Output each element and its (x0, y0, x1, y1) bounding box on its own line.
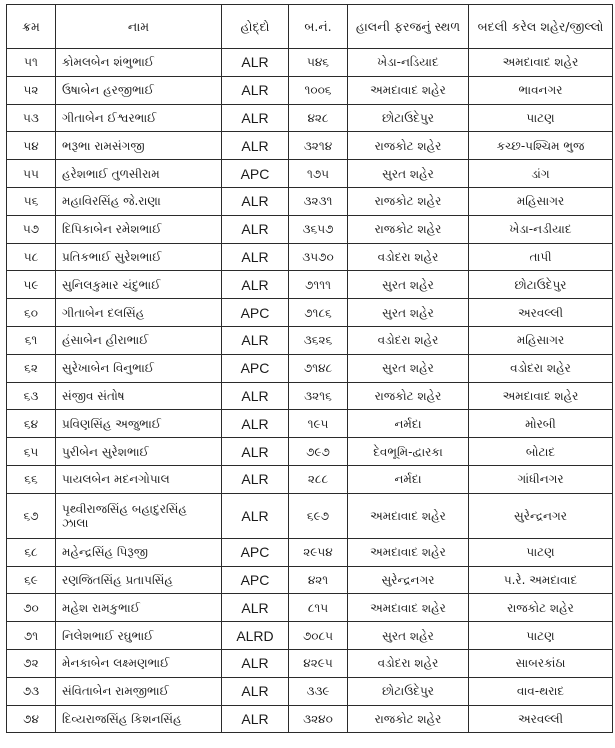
transfer-to-cell: તાપી (469, 243, 613, 271)
post-cell: APC (222, 538, 289, 566)
serial-no-cell: ૬૯ (7, 566, 56, 594)
name-cell: મહાવિરસિંહ જે.રાણા (56, 187, 222, 215)
serial-no-cell: ૬૨ (7, 354, 56, 382)
post-cell: ALR (222, 49, 289, 77)
current-place-cell: રાજકોટ શહેર (348, 215, 469, 243)
transfer-to-cell: પ.રે. અમદાવાદ (469, 566, 613, 594)
serial-no-cell: ૫૫ (7, 160, 56, 188)
table-row (7, 594, 613, 622)
buckle-no-cell: ૭૦૮૫ (289, 622, 348, 650)
post-cell: ALR (222, 326, 289, 354)
serial-no-cell: ૫૧ (7, 49, 56, 77)
header-transfer-to: બદલી કરેલ શહેર/જીલ્લો (469, 5, 613, 49)
post-cell: ALR (222, 438, 289, 466)
transfer-to-cell: અમદાવાદ શહેર (469, 49, 613, 77)
name-cell: સંજીવ સંતોષ (56, 382, 222, 410)
post-cell: ALR (222, 215, 289, 243)
transfer-to-cell: ખેડા-નડીયાદ (469, 215, 613, 243)
transfer-to-cell: રાજકોટ શહેર (469, 594, 613, 622)
serial-no-cell: ૫૪ (7, 132, 56, 160)
buckle-no-cell: ૭૧૮૬ (289, 299, 348, 327)
table-row (7, 382, 613, 410)
serial-no-cell: ૭૨ (7, 649, 56, 677)
name-cell: મેનકાબેન લક્ષ્મણભાઈ (56, 649, 222, 677)
name-cell: સંવિતાબેન રામજીભાઈ (56, 677, 222, 705)
serial-no-cell: ૫૬ (7, 187, 56, 215)
serial-no-cell: ૬૧ (7, 326, 56, 354)
current-place-cell: રાજકોટ શહેર (348, 132, 469, 160)
transfer-to-cell: બોટાદ (469, 438, 613, 466)
transfer-to-cell: છોટાઉદેપુર (469, 271, 613, 299)
transfer-to-cell: ડાંગ (469, 160, 613, 188)
transfer-to-cell: પાટણ (469, 538, 613, 566)
serial-no-cell: ૭૦ (7, 594, 56, 622)
current-place-cell: અમદાવાદ શહેર (348, 538, 469, 566)
current-place-cell: અમદાવાદ શહેર (348, 76, 469, 104)
current-place-cell: અમદાવાદ શહેર (348, 493, 469, 538)
table-row (7, 160, 613, 188)
current-place-cell: નર્મદા (348, 465, 469, 493)
name-cell: મહેશ રામકુભાઈ (56, 594, 222, 622)
table-row (7, 438, 613, 466)
header-post: હોદ્દો (222, 5, 289, 49)
buckle-no-cell: ૩૨૪૦ (289, 705, 348, 733)
table-row (7, 493, 613, 538)
post-cell: APC (222, 299, 289, 327)
buckle-no-cell: ૭૧૪૮ (289, 354, 348, 382)
current-place-cell: સુરત શહેર (348, 271, 469, 299)
post-cell: ALR (222, 705, 289, 733)
transfer-to-cell: સુરેન્દ્રનગર (469, 493, 613, 538)
buckle-no-cell: ૩૨૧૪ (289, 132, 348, 160)
table-row (7, 299, 613, 327)
post-cell: ALR (222, 410, 289, 438)
name-cell: પુરીબેન સુરેશભાઈ (56, 438, 222, 466)
serial-no-cell: ૬૭ (7, 493, 56, 538)
current-place-cell: દેવભૂમિ-દ્વારકા (348, 438, 469, 466)
serial-no-cell: ૫૨ (7, 76, 56, 104)
transfer-to-cell: પાટણ (469, 104, 613, 132)
name-cell: ઉષાબેન હરજીભાઈ (56, 76, 222, 104)
buckle-no-cell: ૮૧૫ (289, 594, 348, 622)
current-place-cell: નર્મદા (348, 410, 469, 438)
post-cell: ALR (222, 493, 289, 538)
table-header (7, 5, 613, 49)
buckle-no-cell: ૨૮૮ (289, 465, 348, 493)
transfer-to-cell: મહિસાગર (469, 187, 613, 215)
table-row (7, 566, 613, 594)
buckle-no-cell: ૨૯૫૪ (289, 538, 348, 566)
post-cell: ALR (222, 187, 289, 215)
current-place-cell: સુરત શહેર (348, 299, 469, 327)
post-cell: ALR (222, 382, 289, 410)
name-cell: દિવ્યરાજસિંહ કિશનસિંહ (56, 705, 222, 733)
current-place-cell: રાજકોટ શહેર (348, 187, 469, 215)
post-cell: ALR (222, 271, 289, 299)
buckle-no-cell: ૭૯૭ (289, 438, 348, 466)
table-row (7, 49, 613, 77)
buckle-no-cell: ૩૨૩૧ (289, 187, 348, 215)
current-place-cell: સુરત શહેર (348, 160, 469, 188)
current-place-cell: અમદાવાદ શહેર (348, 594, 469, 622)
name-cell: દિપિકાબેન રમેશભાઈ (56, 215, 222, 243)
name-cell: ગીતાબેન ઈશ્વરભાઈ (56, 104, 222, 132)
current-place-cell: વડોદરા શહેર (348, 243, 469, 271)
name-cell: પૃથ્વીરાજસિંહ બહાદુરસિંહ ઝાલા (56, 493, 222, 538)
serial-no-cell: ૭૪ (7, 705, 56, 733)
post-cell: APC (222, 160, 289, 188)
name-cell: સુનિલકુમાર ચંદુભાઈ (56, 271, 222, 299)
table-row (7, 326, 613, 354)
current-place-cell: રાજકોટ શહેર (348, 705, 469, 733)
table-row (7, 410, 613, 438)
buckle-no-cell: ૪૨૧ (289, 566, 348, 594)
transfer-to-cell: પાટણ (469, 622, 613, 650)
current-place-cell: છોટાઉદેપુર (348, 677, 469, 705)
transfer-to-cell: અમદાવાદ શહેર (469, 382, 613, 410)
transfer-to-cell: સાબરકાંઠા (469, 649, 613, 677)
post-cell: ALRD (222, 622, 289, 650)
buckle-no-cell: ૪૨૯૫ (289, 649, 348, 677)
table-row (7, 677, 613, 705)
buckle-no-cell: ૪૨૮ (289, 104, 348, 132)
table-row (7, 104, 613, 132)
name-cell: પાયલબેન મદનગોપાલ (56, 465, 222, 493)
table-row (7, 243, 613, 271)
name-cell: હરેશભાઈ તુળસીરામ (56, 160, 222, 188)
serial-no-cell: ૬૫ (7, 438, 56, 466)
current-place-cell: સુરત શહેર (348, 354, 469, 382)
current-place-cell: સુરેન્દ્રનગર (348, 566, 469, 594)
transfer-list-table (6, 4, 613, 733)
header-row (7, 5, 613, 49)
serial-no-cell: ૬૦ (7, 299, 56, 327)
table-row (7, 538, 613, 566)
buckle-no-cell: ૩૬૫૭ (289, 215, 348, 243)
current-place-cell: રાજકોટ શહેર (348, 382, 469, 410)
transfer-to-cell: ગાંધીનગર (469, 465, 613, 493)
name-cell: પ્રવિણસિંહ અજુભાઈ (56, 410, 222, 438)
current-place-cell: ખેડા-નડિયાદ (348, 49, 469, 77)
table-row (7, 132, 613, 160)
name-cell: મહેન્દ્રસિંહ પિરૂજી (56, 538, 222, 566)
serial-no-cell: ૫૮ (7, 243, 56, 271)
post-cell: ALR (222, 465, 289, 493)
buckle-no-cell: ૩૬૨૬ (289, 326, 348, 354)
serial-no-cell: ૭૩ (7, 677, 56, 705)
header-buckle-no: બ.નં. (289, 5, 348, 49)
name-cell: નિલેશભાઈ રઘુભાઈ (56, 622, 222, 650)
name-cell: ભરૂભા રામસંગજી (56, 132, 222, 160)
name-cell: સુરેખાબેન વિનુભાઈ (56, 354, 222, 382)
transfer-to-cell: કચ્છ-પશ્ચિમ ભુજ (469, 132, 613, 160)
header-current-place: હાલની ફરજનું સ્થળ (348, 5, 469, 49)
current-place-cell: સુરત શહેર (348, 622, 469, 650)
transfer-to-cell: અરવલ્લી (469, 299, 613, 327)
buckle-no-cell: ૩૩૯ (289, 677, 348, 705)
buckle-no-cell: ૧૯૫ (289, 410, 348, 438)
table-body (7, 49, 613, 733)
transfer-to-cell: ભાવનગર (469, 76, 613, 104)
transfer-to-cell: મહિસાગર (469, 326, 613, 354)
post-cell: APC (222, 354, 289, 382)
name-cell: પ્રતિકભાઈ સુરેશભાઈ (56, 243, 222, 271)
name-cell: રણજિતસિંહ પ્રતાપસિંહ (56, 566, 222, 594)
post-cell: ALR (222, 677, 289, 705)
table-row (7, 354, 613, 382)
post-cell: ALR (222, 76, 289, 104)
serial-no-cell: ૬૪ (7, 410, 56, 438)
serial-no-cell: ૭૧ (7, 622, 56, 650)
name-cell: કોમલબેન શંભુભાઈ (56, 49, 222, 77)
buckle-no-cell: ૧૦૦૬ (289, 76, 348, 104)
name-cell: ગીતાબેન દલસિંહ (56, 299, 222, 327)
current-place-cell: છોટાઉદેપુર (348, 104, 469, 132)
post-cell: ALR (222, 649, 289, 677)
post-cell: APC (222, 566, 289, 594)
transfer-to-cell: મોરબી (469, 410, 613, 438)
table-row (7, 465, 613, 493)
table-row (7, 271, 613, 299)
post-cell: ALR (222, 132, 289, 160)
post-cell: ALR (222, 243, 289, 271)
current-place-cell: વડોદરા શહેર (348, 326, 469, 354)
table-row (7, 622, 613, 650)
transfer-to-cell: વાવ-થરાદ (469, 677, 613, 705)
buckle-no-cell: ૭૧૧૧ (289, 271, 348, 299)
buckle-no-cell: ૫૪૬ (289, 49, 348, 77)
post-cell: ALR (222, 104, 289, 132)
header-name: નામ (56, 5, 222, 49)
serial-no-cell: ૬૮ (7, 538, 56, 566)
serial-no-cell: ૬૩ (7, 382, 56, 410)
serial-no-cell: ૫૩ (7, 104, 56, 132)
table-row (7, 76, 613, 104)
header-serial-no: ક્રમ (7, 5, 56, 49)
transfer-to-cell: અરવલ્લી (469, 705, 613, 733)
serial-no-cell: ૫૭ (7, 215, 56, 243)
current-place-cell: વડોદરા શહેર (348, 649, 469, 677)
table-row (7, 649, 613, 677)
serial-no-cell: ૬૬ (7, 465, 56, 493)
table-row (7, 215, 613, 243)
buckle-no-cell: ૬૯૭ (289, 493, 348, 538)
name-cell: હંસાબેન હીરાભાઈ (56, 326, 222, 354)
buckle-no-cell: ૩૨૧૬ (289, 382, 348, 410)
buckle-no-cell: ૧૭૫ (289, 160, 348, 188)
post-cell: ALR (222, 594, 289, 622)
buckle-no-cell: ૩૫૭૦ (289, 243, 348, 271)
serial-no-cell: ૫૯ (7, 271, 56, 299)
table-row (7, 187, 613, 215)
table-row (7, 705, 613, 733)
transfer-to-cell: વડોદરા શહેર (469, 354, 613, 382)
